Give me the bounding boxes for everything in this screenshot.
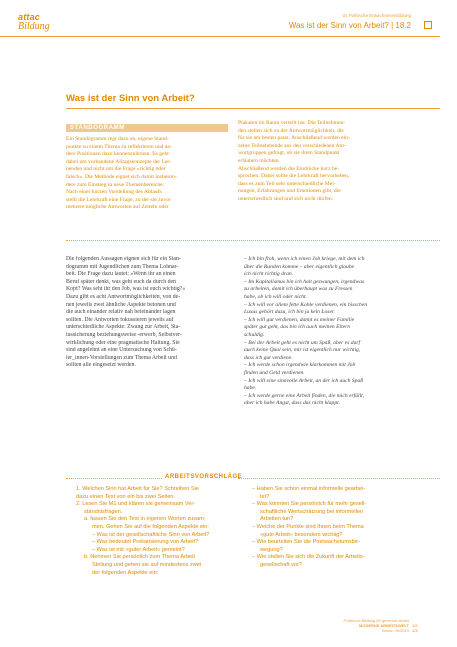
task-line: – Was könnten Sie persönlich für mehr gesell- bbox=[252, 501, 367, 508]
task-line: men. Gehen Sie auf die folgenden Aspekte ein: bbox=[92, 523, 209, 530]
text-line: Ein Standogramm regt dazu an, eigene Stand- bbox=[66, 136, 169, 142]
text-line: dogramm mit Jugendlichen zum Thema Lohnar- bbox=[66, 263, 179, 270]
task-line: dazu einen Text von ein bis zwei Seiten. bbox=[76, 493, 176, 500]
quote-line: – Ich bin froh, wenn ich einen Job kriege, mit dem ich bbox=[244, 256, 365, 262]
text-line: unterschiedliche Aspekte: Zwang zur Arbeit, Sta- bbox=[66, 324, 181, 331]
quote-line: – Ich will eine sinnvolle Arbeit, an der ich auch Spaß bbox=[244, 377, 364, 384]
standogramm-label: STANDOGRAMM bbox=[70, 125, 125, 131]
quote-line: – Ich will vor allem fette Kohle verdienen, ein bisschen bbox=[244, 301, 368, 308]
text-line: stellt die Lehrkraft eine Frage, zu der sie zuvor bbox=[66, 196, 171, 203]
quote-line: zu arbeiten, damit ich überhaupt was zu Fressen bbox=[244, 286, 353, 293]
task-line: Arbeiten tun? bbox=[260, 516, 294, 523]
text-line: dere Positionen dazu kennenzulernen. Es geht bbox=[66, 151, 169, 158]
header-series: 01 Politische Erwachsenenbildung bbox=[342, 13, 411, 18]
standogramm-column-2 bbox=[238, 120, 404, 204]
task-line: b. Nehmen Sie persönlich zum Thema Arbeit bbox=[84, 554, 195, 561]
text-line: den stellen sich zu der Antwortmöglichkeit, die bbox=[238, 127, 344, 134]
text-line: sollten alle eingesetzt werden. bbox=[66, 362, 136, 369]
task-line: »gute Arbeit« besonders wichtig? bbox=[260, 531, 343, 538]
quote-list bbox=[244, 256, 414, 408]
task-line: – Wie stellen Sie sich die Zukunft der Arbeits- bbox=[252, 554, 365, 561]
text-line: mehrere mögliche Antworten auf Zetteln oder bbox=[66, 204, 169, 211]
text-line: Abschließend werden die Eindrücke kurz be- bbox=[238, 165, 340, 172]
footer-page-numbers bbox=[412, 623, 418, 633]
text-line: Nach einer kurzen Vorstellung des Ablaufs bbox=[66, 189, 162, 196]
task-line: – Haben Sie schon einmal informelle gearbei- bbox=[252, 486, 366, 492]
header-title: Was ist der Sinn von Arbeit? | 18.2 bbox=[288, 21, 411, 30]
quote-line: finden und Geld verdienen. bbox=[244, 369, 305, 376]
text-line: unterschiedlich sind und sich nicht dürfen. bbox=[238, 195, 334, 202]
quote-line: – Ich werde gerne eine Arbeit finden, die mich erfüllt, bbox=[244, 392, 365, 399]
quote-line: ich nicht richtig dran. bbox=[244, 271, 294, 278]
quote-line: – Ich werde schon irgendwie klarkommen mit Job bbox=[244, 362, 356, 369]
text-line: punkte zu einem Thema zu reflektieren und an- bbox=[66, 143, 172, 150]
task-line: – Was ist mit »guter Arbeit« gemeint? bbox=[92, 546, 185, 553]
text-line: nungen, Erfahrungen und Emotionen gibt, die bbox=[238, 188, 341, 195]
text-line: Beruf später denkt, was geht euch da durch den bbox=[66, 278, 176, 285]
av-divider-right bbox=[238, 478, 440, 479]
task-line: – Was ist der gesellschaftliche Sinn von Arbeit? bbox=[92, 531, 210, 538]
text-line: falsch«. Die Methode eignet sich damit insbeson- bbox=[66, 173, 177, 180]
text-line: erläutern möchten. bbox=[238, 157, 280, 164]
header-rule bbox=[0, 36, 440, 37]
task-line: 2. Lesen Sie M1 und klären sie gemeinsam Ver- bbox=[76, 501, 196, 508]
text-line: dere zum Einstieg in neue Themenbereiche. bbox=[66, 181, 165, 188]
text-line: dabei um vorhandene Alltagskonzepte der Ler- bbox=[66, 158, 172, 165]
quote-line: – Bei der Arbeit geht es nicht um Spaß, aber es darf bbox=[244, 339, 361, 346]
quote-line: – Ich will gut verdienen, damit es meiner Familie bbox=[244, 316, 355, 323]
arbeitsvorschlaege-title: ARBEITSVORSCHLÄGE bbox=[165, 474, 243, 480]
av-divider-left bbox=[66, 478, 162, 479]
task-line: – Wie beurteilen Sie die Postwachstumsbe- bbox=[252, 539, 360, 546]
quote-line: über die Runden komme – aber eigentlich glaube bbox=[244, 263, 355, 270]
text-line: beit. Die Frage dazu lautet: »Wenn ihr an einen bbox=[66, 271, 176, 278]
task-line: wegung? bbox=[260, 546, 283, 553]
task-line: Stellung und gehen sie auf mindestens zwei bbox=[92, 561, 202, 568]
task-line: ständnisfragen. bbox=[84, 508, 123, 515]
text-line: wirklichung oder eine pragmatische Haltung. Sie bbox=[66, 339, 180, 346]
footer-info bbox=[344, 618, 409, 633]
task-line: 1. Welchen Sinn hat Arbeit für Sie? Schreiben Sie bbox=[76, 486, 200, 492]
quote-line: Luxus gehört dazu, ich bin ja kein Loser. bbox=[244, 309, 335, 316]
text-line: Kopf? Was seht ihr den Job, was ist euch wichtig?« bbox=[66, 286, 186, 293]
quote-line: später gut geht, das bin ich auch meinen Eltern bbox=[244, 324, 351, 331]
quote-line: auch keine Qual sein, mir ist eigentlich nur wichtig, bbox=[244, 347, 361, 354]
footer-page-a: 1/2 bbox=[412, 623, 418, 628]
text-line: Die folgenden Aussagen eignen sich für ein Stan- bbox=[66, 256, 181, 262]
text-line: Plakaten im Raum verteilt hat. Die Teilnehmen- bbox=[238, 120, 346, 126]
quote-line: – Im Kapitalismus bin ich halt gezwungen, irgendwas bbox=[244, 278, 365, 285]
title-rule bbox=[66, 108, 440, 109]
quote-line: aber ich habe Angst, dass das nicht klappt. bbox=[244, 400, 341, 407]
header-corner-box bbox=[424, 21, 432, 29]
quote-line: habe, ob ich will oder nicht. bbox=[244, 293, 307, 300]
section-divider bbox=[66, 240, 440, 241]
header-title-text: Was ist der Sinn von Arbeit? bbox=[288, 21, 389, 30]
bildung-logo: Bildung bbox=[18, 21, 50, 32]
header-page-code: 18.2 bbox=[395, 21, 411, 30]
arbeitsvorschlaege-column-1 bbox=[66, 486, 234, 577]
text-line: nenden und nicht um die Frage »richtig oder bbox=[66, 166, 166, 173]
quote-line: schuldig. bbox=[244, 331, 265, 338]
task-line: gesellschaft vor? bbox=[260, 561, 302, 568]
standogramm-column-1 bbox=[66, 136, 228, 212]
intro-paragraph bbox=[66, 256, 236, 370]
text-line: dass es zum Teil sehr unterschiedliche Mei- bbox=[238, 180, 336, 187]
text-line: ler_innen-Vorstellungen zum Thema Arbeit und bbox=[66, 354, 177, 361]
attac-logo: attac bbox=[18, 12, 41, 22]
page-title: Was ist der Sinn von Arbeit? bbox=[66, 93, 195, 104]
text-line: wortgruppen gefragt, ob sie ihren Standpunkt bbox=[238, 150, 340, 157]
text-line: sprochen. Dabei sollte die Lehrkraft hervorheben, bbox=[238, 173, 350, 180]
footer-line-3: Stand: 06/2019 bbox=[381, 628, 409, 633]
footer-line-1: Politische Bildung für gerechte Arbeit bbox=[343, 618, 409, 623]
text-line: tussicherung beziehungsweise -erwerb, Selbstver- bbox=[66, 331, 182, 338]
text-line: sollten. Die Antworten fokussieren jeweils auf bbox=[66, 316, 174, 323]
text-line: Dazu gibt es acht Antwortmöglichkeiten, von de- bbox=[66, 293, 181, 300]
arbeitsvorschlaege-column-2 bbox=[252, 486, 440, 570]
task-line: tet? bbox=[260, 493, 270, 500]
quote-line: dass ich gut verdiene. bbox=[244, 354, 293, 361]
task-line: a. fassen Sie den Text in eigenen Worten zusam- bbox=[84, 516, 206, 523]
text-line: nen jeweils zwei ähnliche Aspekte betonen und bbox=[66, 301, 176, 308]
text-line: die auch einander relativ nah beieinander lagen bbox=[66, 309, 176, 316]
task-line: – Welche der Punkte sind Ihnen beim Thema bbox=[252, 523, 364, 530]
text-line: für sie am besten passt. Anschließend werden ein- bbox=[238, 135, 350, 142]
task-line: der folgenden Aspekte ein: bbox=[92, 569, 159, 576]
footer-page-b: 1/3 bbox=[412, 628, 418, 633]
text-line: zelne Teilnehmende aus den verschiedenen Ant- bbox=[238, 142, 346, 149]
task-line: schaftliche Wertschätzung bei informellen bbox=[260, 508, 364, 515]
task-line: – Was bedeutet Prekarisierung von Arbeit? bbox=[92, 539, 199, 546]
quote-line: habe. bbox=[244, 385, 257, 392]
footer-line-2: MODERNE ARBEITSWELT bbox=[359, 623, 409, 628]
text-line: sind angelehnt an eine Untersuchung von Schü- bbox=[66, 347, 177, 354]
